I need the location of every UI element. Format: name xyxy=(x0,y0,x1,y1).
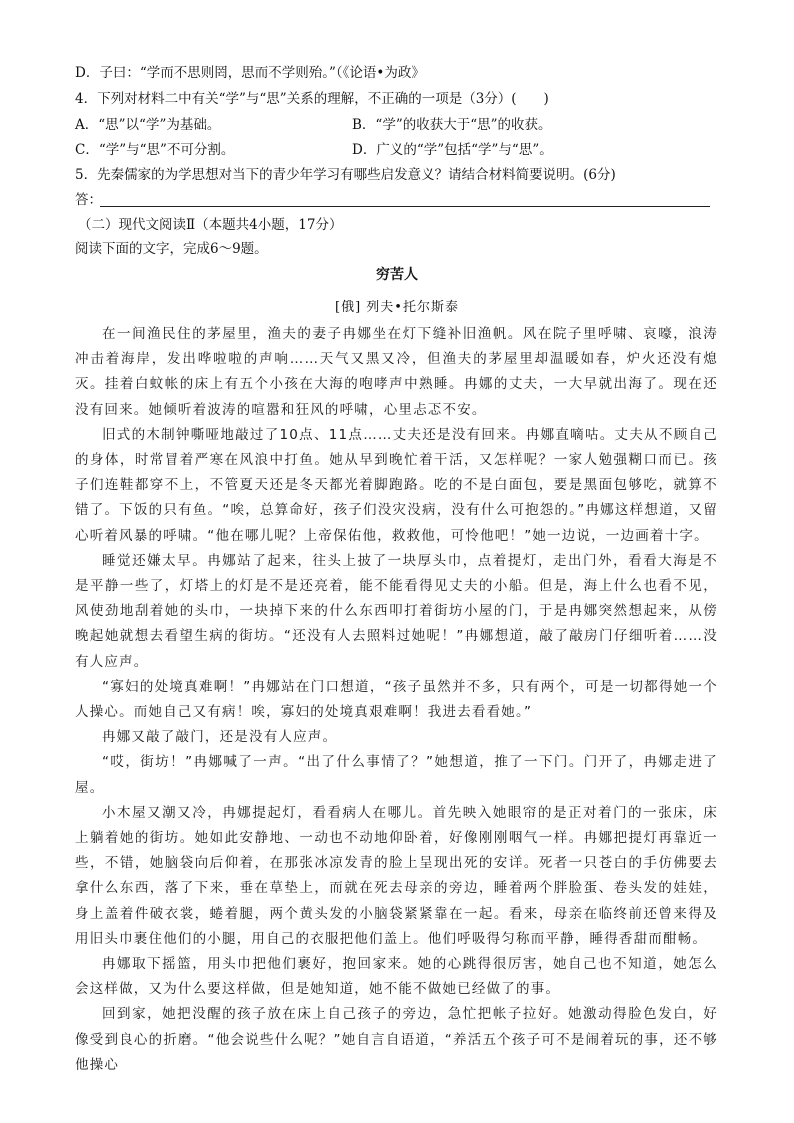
story-paragraph: “寡妇的处境真难啊！”冉娜站在门口想道，“孩子虽然并不多，只有两个，可是一切都得她一个人操心。而她自己又有病！唉，寡妇的处境真艰难啊！我进去看看她。” xyxy=(75,678,718,721)
story-paragraph: “哎，街坊！”冉娜喊了一声。“出了什么事情了？”她想道，推了一下门。门开了，冉娜走进了屋。 xyxy=(75,754,718,796)
q4-option-a: A．“思”以“学”为基础。 xyxy=(75,117,221,133)
answer-label: 答： xyxy=(75,192,102,208)
q4-stem: 4．下列对材料二中有关“学”与“思”关系的理解，不正确的一项是（3分）( ) xyxy=(75,91,549,107)
story-title: 穷苦人 xyxy=(376,267,418,283)
story-body xyxy=(75,322,718,1078)
q4-option-d: D．广义的“学”包括“学”与“思”。 xyxy=(352,142,553,158)
story-paragraph: 在一间渔民住的茅屋里，渔夫的妻子冉娜坐在灯下缝补旧渔帆。风在院子里呼啸、哀嚎，浪涛冲击着海岸，发出哗啦啦的声响……天气又黑又冷，但渔夫的茅屋里却温暖如春，炉火还没有熄灭。挂着白蚊帐的床上有五个小孩在大海的咆哮声中熟睡。冉娜的丈夫，一大早就出海了。现在还没有回来。她倾听着波涛的喧嚣和狂风的呼啸，心里忐忑不安。 xyxy=(75,326,718,418)
section-instruction: 阅读下面的文字，完成6～9题。 xyxy=(75,241,268,257)
story-paragraph: 冉娜取下摇篮，用头巾把他们裹好，抱回家来。她的心跳得很厉害，她自己也不知道，她怎么会这样做，又为什么要这样做，但是她知道，她不能不做她已经做了的事。 xyxy=(75,956,718,998)
q4-option-b: B．“学”的收获大于“思”的收获。 xyxy=(352,117,552,133)
q3-option-d: D．子曰：“学而不思则罔，思而不学则殆。”（《论语•为政》 xyxy=(75,65,425,81)
q5-stem: 5．先秦儒家的为学思想对当下的青少年学习有哪些启发意义？请结合材料简要说明。(6分) xyxy=(75,167,616,183)
q4-option-c: C．“学”与“思”不可分割。 xyxy=(75,142,235,158)
story-author: [俄] 列夫•托尔斯泰 xyxy=(335,300,459,315)
story-paragraph: 小木屋又潮又冷，冉娜提起灯，看看病人在哪儿。首先映入她眼帘的是正对着门的一张床，床上躺着她的街坊。她如此安静地、一动也不动地仰卧着，好像刚刚咽气一样。冉娜把提灯再靠近一些，不错，她脑袋向后仰着，在那张冰凉发青的脸上呈现出死的安详。死者一只苍白的手仿佛要去拿什么东西，落了下来，垂在草垫上，而就在死去母亲的旁边，睡着两个胖脸蛋、卷头发的娃娃，身上盖着件破衣裳，蜷着腿，两个黄头发的小脑袋紧紧靠在一起。看来，母亲在临终前还曾来得及用旧头巾裹住他们的小腿，用自己的衣服把他们盖上。他们呼吸得匀称而平静，睡得香甜而酣畅。 xyxy=(75,804,718,947)
story-paragraph: 睡觉还嫌太早。冉娜站了起来，往头上披了一块厚头巾，点着提灯，走出门外，看看大海是不是平静一些了，灯塔上的灯是不是还亮着，能不能看得见丈夫的小船。但是，海上什么也看不见，风使劲地刮着她的头巾，一块掉下来的什么东西叩打着街坊小屋的门，于是冉娜突然想起来，从傍晚起她就想去看望生病的街坊。“还没有人去照料过她呢！”冉娜想道，敲了敲房门仔细听着……没有人应声。 xyxy=(75,552,718,670)
story-paragraph: 旧式的木制钟嘶哑地敲过了10点、11点……丈夫还是没有回来。冉娜直嘀咕。丈夫从不顾自己的身体，时常冒着严寒在风浪中打鱼。她从早到晚忙着干活，又怎样呢？一家人勉强糊口而已。孩子们连鞋都穿不上，不管夏天还是冬天都光着脚跑路。吃的不是白面包，要是黑面包够吃，就算不错了。下饭的只有鱼。“唉，总算命好，孩子们没灾没病，没有什么可抱怨的。”冉娜这样想道，又留心听着风暴的呼啸。“他在哪儿呢？上帝保佑他，救救他，可怜他吧！”她一边说，一边画着十字。 xyxy=(75,426,718,544)
section-heading: （二）现代文阅读Ⅱ（本题共4小题，17分） xyxy=(78,217,343,233)
story-paragraph: 冉娜又敲了敲门，还是没有人应声。 xyxy=(102,729,338,746)
story-paragraph: 回到家，她把没醒的孩子放在床上自己孩子的旁边，急忙把帐子拉好。她激动得脸色发白，好像受到良心的折磨。“他会说些什么呢？”她自言自语道，“养活五个孩子可不是闹着玩的事，还不够他操心 xyxy=(75,1006,718,1073)
answer-line xyxy=(100,206,710,207)
